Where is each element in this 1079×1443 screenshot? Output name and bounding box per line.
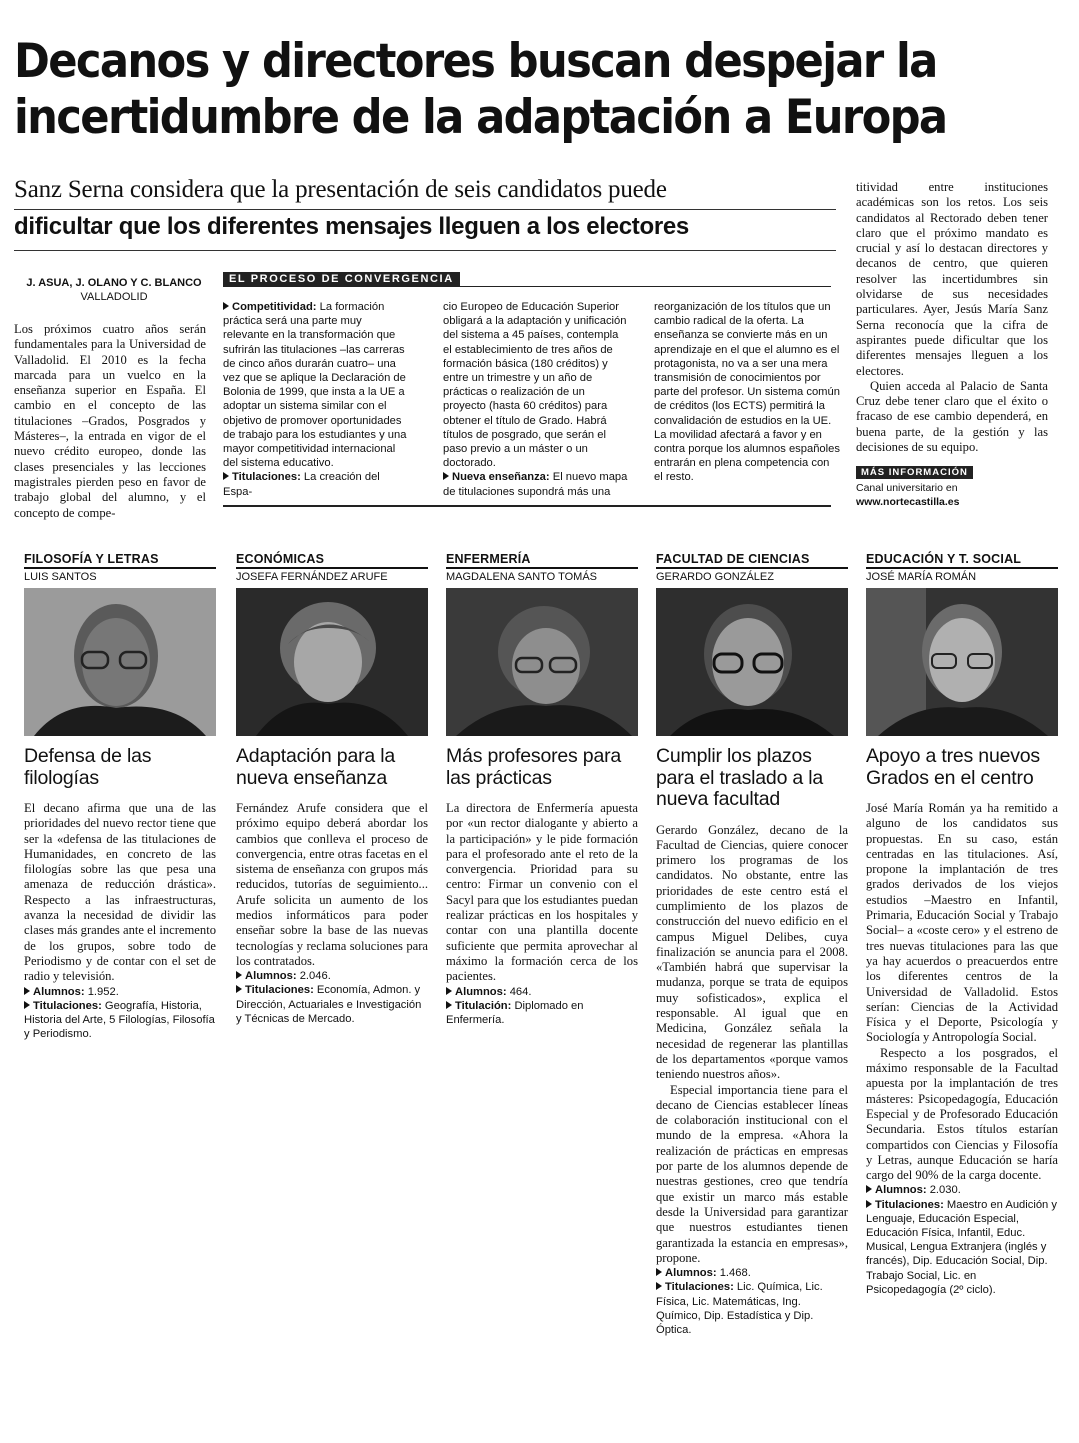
quote-headline: Defensa de las filologías [24,745,152,789]
bullet-triangle-icon [223,472,229,480]
column-facts [236,969,428,1026]
dept-name: FACULTAD DE CIENCIAS [656,552,848,569]
portrait-icon [866,588,1058,736]
column-facts [656,1266,848,1337]
alumnos-label: Alumnos: [33,985,85,998]
headline-line-1: Decanos y directores buscan despejar la [14,34,937,89]
titulaciones-label: Titulaciones: [875,1198,944,1211]
bullet-triangle-icon [443,472,449,480]
column-body: José María Román ya ha remitido a alguno de los candidatos sus propuestas. En su caso, están centradas en las titulaciones. Así, propone la implantación de tres grados derivados de los viejos estudios –Maestro en Infantil, Primaria, Educación Social y Trabajo Social– a «coste cero» y el estreno de tres nuevas titulaciones para las que ya hay acuerdos o preacuerdos entre los diferentes centros de la Universidad de Valladolid. Estos serían: Ciencias de la Actividad Física y el Deporte, Psicología y Sociología y Antropología Social. [866,801,1058,1045]
titulaciones-value: Geografía, Historia, Historia del Arte, 5 Filologías, Filosofía y Periodismo. [24,999,215,1041]
more-info [856,481,959,509]
box-column-3 [654,300,840,485]
alumnos-label: Alumnos: [875,1184,927,1197]
dept-name: EDUCACIÓN Y T. SOCIAL [866,552,1058,569]
subtitle-line-2: dificultar que los diferentes mensajes lleguen a los electores [14,213,689,240]
bullet-triangle-icon [866,1185,872,1193]
byline [14,276,214,304]
bullet-triangle-icon [446,987,452,995]
bullet-triangle-icon [656,1268,662,1276]
titulaciones-value: Economía, Admon. y Dirección, Actuariales e Investigación y Técnicas de Mercado. [236,984,422,1025]
bullet-triangle-icon [236,971,242,979]
titulaciones-label: Titulaciones: [665,1281,734,1294]
portrait-photo [656,588,848,736]
portrait-photo [236,588,428,736]
faculty-column-enfermeria [446,552,638,1027]
column-facts [446,985,638,1028]
box-rule [223,286,831,287]
box-text-col3: reorganización de los títulos que un cambio radical de la oferta. La enseñanza se convierte más en un aprendizaje en el que el alumno es el protagonista, no va a ser una mera transmisión de conocimientos por parte del profesor. Un sistema común de créditos (los ECTS) permitirá la convalidación de estudios en la UE. La movilidad afectará a favor y en contra porque los alumnos españoles entrarán en plena competencia con el resto. [654,301,840,484]
bullet-triangle-icon [236,985,242,993]
faculty-column-ciencias [656,552,848,1337]
box-text-titulaciones: La creación del Espa- [223,471,380,498]
dept-name: ENFERMERÍA [446,552,638,569]
column-body-2: Respecto a los posgrados, el máximo responsable de la Facultad apuesta por la implantación de tres másteres: Psicopedagogía, Educación Especial y de Profesorado Educación Secundaria. Estos títulos estarían compartidos con Ciencias y Filosofía y Letras, aunque Educación se haría cargo del 90% de la carga docente. [866,1045,1058,1183]
headline-line-2: incertidumbre de la adaptación a Europa [14,90,947,145]
column-body-2: Especial importancia tiene para el decano de Ciencias establecer líneas de colaboración institucional con el mundo de la empresa. «Ahora la realización de prácticas en empresas por parte de los alumnos depende de nuestras gestiones, creo que tendría que existir un marco más estable desde la Universidad para garantizar que nuestros estudiantes tienen garantizada la estancia en empresas», propone. [656,1082,848,1265]
bullet-triangle-icon [866,1200,872,1208]
titulaciones-label: Titulación: [455,999,512,1012]
titulaciones-value: Diplomado en Enfermería. [446,999,584,1026]
person-name: GERARDO GONZÁLEZ [656,571,774,583]
box-column-2 [443,300,629,499]
person-name: JOSÉ MARÍA ROMÁN [866,571,977,583]
more-info-url[interactable]: www.nortecastilla.es [856,496,960,508]
headline [14,34,980,146]
box-label-titulaciones: Titulaciones: [232,471,301,484]
box-column-1 [223,300,409,499]
alumnos-label: Alumnos: [245,970,297,983]
more-info-label: MÁS INFORMACIÓN [856,466,973,479]
portrait-photo [866,588,1058,736]
person-name: LUIS SANTOS [24,571,97,583]
alumnos-label: Alumnos: [455,985,507,998]
quote-headline: Más profesores para las prácticas [446,745,622,789]
portrait-icon [446,588,638,736]
titulaciones-value: Maestro en Audición y Lenguaje, Educación Especial, Educación Física, Infantil, Educ. Musical, Lengua Extranjera (inglés y francés), Dip. Educación Social, Dip. Trabajo Social, Lic. en Psicopedagogía (2º ciclo). [866,1198,1057,1296]
alumnos-value: 2.030. [929,1184,961,1197]
dept-name: FILOSOFÍA Y LETRAS [24,552,216,569]
subtitle-rule [14,209,836,210]
subtitle-line-1: Sanz Serna considera que la presentación de seis candidatos puede [14,176,667,203]
titulaciones-label: Titulaciones: [245,984,314,997]
alumnos-value: 1.468. [719,1267,751,1280]
byline-location: VALLADOLID [80,291,148,303]
column-body: La directora de Enfermería apuesta por «un rector dialogante y abierto a la participación» y le pide formación para el profesorado ante el reto de la convergencia. Prioridad para su centro: Firmar un convenio con el Sacyl para que los estudiantes puedan realizar prácticas en los hospitales y contar con una plantilla docente suficiente que permita aprovechar al máximo la formación cerca de los pacientes. [446,801,638,984]
alumnos-value: 464. [509,985,532,998]
box-title: EL PROCESO DE CONVERGENCIA [223,272,460,286]
convergence-box [223,272,840,508]
bullet-triangle-icon [24,1001,30,1009]
column-facts [866,1183,1058,1297]
alumnos-label: Alumnos: [665,1267,717,1280]
bullet-triangle-icon [223,302,229,310]
quote-headline: Cumplir los plazos para el traslado a la nueva facultad [656,745,824,810]
titulaciones-label: Titulaciones: [33,999,102,1012]
right-paragraph-1: titividad entre instituciones académicas son los retos. Los seis candidatos al Rectorado deben tener claro que el próximo mandato es crucial y así lo destacan directores y decanos de centro, que quieren resolver las incertidumbres sin olvidarse de sus necesidades particulares. Ayer, Jesús María Sanz Serna reconocía que la cifra de aspirantes puede dificultar que los diferentes mensajes lleguen a los electores. [856,180,1048,378]
column-facts [24,985,216,1042]
portrait-photo [24,588,216,736]
quote-headline: Apoyo a tres nuevos Grados en el centro [866,745,1040,789]
box-text-competitividad: La formación práctica será una parte muy relevante en la transformación que sufrirán las titulaciones –las carreras de cinco años durarán cuatro– una vez que se aplique la Declaración de Bolonia de 1999, que insta a la UE a adoptar un sistema similar con el objetivo de promover oportunidades de trabajo para los estudiantes y una mayor competitividad internacional del sistema educativo. [223,301,407,470]
person-name: MAGDALENA SANTO TOMÁS [446,571,597,583]
bullet-triangle-icon [446,1001,452,1009]
alumnos-value: 1.952. [87,985,119,998]
right-column-text [856,180,1048,455]
column-body: El decano afirma que una de las prioridades del nuevo rector tiene que ser la «defensa de las titulaciones de Humanidades, en concreto de las filologías sobre las que pesa una amenaza de reducción drástica». Respecto a las infraestructuras, avanza la necesidad de dividir las clases más grandes ante el incremento de los grupos, sobre todo de Periodismo y de contar con el set de radio y televisión. [24,801,216,984]
column-body: Fernández Arufe considera que el próximo equipo deberá abordar los cambios que conlleva el proceso de convergencia, entre otras facetas en el sistema de enseñanza con grupos más reducidos, tutorías de seguimiento... Arufe solicita un aumento de los medios informáticos para poder enseñar sobre la base de las nuevas tecnologías y reclama soluciones para los contratados. [236,801,428,968]
faculty-column-economicas [236,552,428,1026]
box-text-col2: cio Europeo de Educación Superior obligará a la adaptación y unificación del sistema a 45 países, contempla el establecimiento de tres años de formación básica (180 créditos) y entre un trimestre y un año de prácticas o realización de un proyecto (hasta 60 créditos) para obtener el título de Grado. Habrá títulos de posgrado, que serán el paso previo a un máster o un doctorado. [443,301,627,470]
faculty-column-educacion [866,552,1058,1297]
dept-name: ECONÓMICAS [236,552,428,569]
box-bottom-rule [223,505,831,507]
column-body: Gerardo González, decano de la Facultad de Ciencias, quiere conocer primero los programas de los candidatos. No obstante, entre las prioridades de este centro está el cumplimiento de los plazos de construcción del nuevo edificio en el campus Miguel Delibes, cuya finalización se anuncia para el 2008. «También habrá que supervisar la mudanza, porque se trata de equipos muy sofisticados», explica el responsable. Al igual que en Medicina, González señala la necesidad de regenerar las plantillas de los departamentos «porque vamos teniendo nuestros años». [656,822,848,1082]
more-info-text: Canal universitario en [856,482,958,494]
faculty-column-filosofia [24,552,216,1041]
portrait-icon [236,588,428,736]
portrait-icon [656,588,848,736]
portrait-photo [446,588,638,736]
alumnos-value: 2.046. [299,970,331,983]
box-label-competitividad: Competitividad: [232,301,317,313]
subtitle-rule [14,250,836,251]
titulaciones-value: Lic. Química, Lic. Física, Lic. Matemáticas, Ing. Químico, Dip. Estadística y Dip. Óptica. [656,1281,823,1336]
lead-paragraph: Los próximos cuatro años serán fundamentales para la Universidad de Valladolid. El 2010 es la fecha marcada para un vuelco en la enseñanza superior en España. El cambio en el concepto de las titulaciones –Grados, Posgrados y Másteres–, la entrada en vigor de el nuevo crédito europeo, donde las clases presenciales y las lecciones magistrales pierden peso en favor de trabajo global del alumno, y el concepto de compe- [14,322,206,520]
right-paragraph-2: Quien acceda al Palacio de Santa Cruz debe tener claro que el éxito o fracaso de ese cambio dependerá, en buena parte, de la gestión y las decisiones de su equipo. [856,378,1048,455]
box-label-nueva-ensenanza: Nueva enseñanza: [452,471,550,484]
bullet-triangle-icon [656,1282,662,1290]
bullet-triangle-icon [24,987,30,995]
byline-authors: J. ASUA, J. OLANO Y C. BLANCO [26,277,202,289]
box-text-nueva-ensenanza: El nuevo mapa de titulaciones supondrá más una [443,471,628,498]
quote-headline: Adaptación para la nueva enseñanza [236,745,396,789]
person-name: JOSEFA FERNÁNDEZ ARUFE [236,571,388,583]
portrait-icon [24,588,216,736]
